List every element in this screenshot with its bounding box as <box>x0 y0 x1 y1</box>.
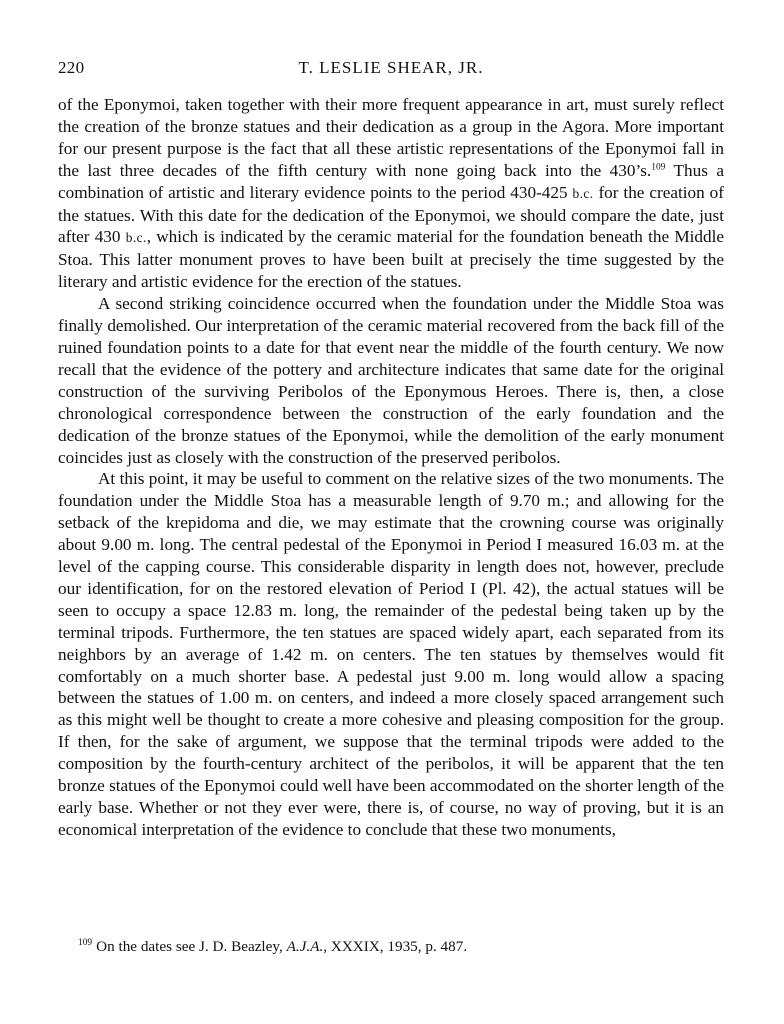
footnote <box>78 937 724 957</box>
era-abbreviation: b.c. <box>572 185 594 201</box>
paragraph-1-part-d: , which is indicated by the ceramic material for the foundation beneath the Middle Stoa. This latter monument proves to have been built at precisely the time suggested by the literary and artistic evidence for the erection of the statues. <box>58 227 724 292</box>
paragraph-2: A second striking coincidence occurred when the foundation under the Middle Stoa was finally demolished. Our interpretation of the ceramic material recovered from the back fill of the ruined foundation points to a date for that event near the middle of the fourth century. We now recall that the evidence of the pottery and architecture indicates that same date for the original construction of the surviving Peribolos of the Eponymous Heroes. There is, then, a close chronological correspondence between the construction of the early foundation and the dedication of the bronze statues of the Eponymoi, while the demolition of the early monument coincides just as closely with the construction of the preserved peribolos. <box>58 294 724 467</box>
running-head: T. LESLIE SHEAR, JR. <box>298 58 484 77</box>
paragraph-1-part-c: for the creation of the statues. With this date for the dedication of the Eponymoi, we should compare the date, just after 430 <box>58 182 724 247</box>
paragraph-1 <box>58 94 724 293</box>
page-header <box>58 58 724 80</box>
paragraph-3: At this point, it may be useful to comment on the relative sizes of the two monuments. The foundation under the Middle Stoa has a measurable length of 9.70 m.; and allowing for the setback of the krepidoma and die, we may estimate that the crowning course was originally about 9.00 m. long. The central pedestal of the Eponymoi in Period I measured 16.03 m. at the level of the capping course. This considerable disparity in length does not, however, preclude our identification, for on the restored elevation of Period I (Pl. 42), the actual statues will be seen to occupy a space 12.83 m. long, the remainder of the pedestal being taken up by the terminal tripods. Furthermore, the ten statues are spaced widely apart, each separated from its neighbors by an average of 1.42 m. on centers. The ten statues by themselves would fit comfortably on a much shorter base. A pedestal just 9.00 m. long would allow a spacing between the statues of 1.00 m. on centers, and indeed a more closely spaced arrangement such as this might well be thought to create a more cohesive and pleasing composition for the group. If then, for the sake of argument, we suppose that the terminal tripods were added to the composition by the fourth-century architect of the peribolos, it will be apparent that the ten bronze statues of the Eponymoi could well have been accommodated on the shorter length of the early base. Whether or not they ever were, there is, of course, no way of proving, but it is an economical interpretation of the evidence to conclude that these two monuments, <box>58 469 724 839</box>
footnote-suffix: , XXXIX, 1935, p. 487. <box>323 938 468 955</box>
footnote-reference[interactable]: 109 <box>651 161 666 172</box>
footnote-prefix: On the dates see J. D. Beazley, <box>96 938 287 955</box>
paragraph-1-part-a: of the Eponymoi, taken together with their more frequent appearance in art, must surely reflect the creation of the bronze statues and their dedication as a group in the Agora. More important for our present purpose is the fact that all these artistic representations of the Eponymoi fall in the last three decades of the fifth century with none going back into the 430’s. <box>58 95 724 180</box>
paragraph-1-part-b: Thus a combination of artistic and literary evidence points to the period 430-425 <box>58 160 725 202</box>
era-abbreviation: b.c. <box>125 230 147 246</box>
footnote-journal: A.J.A. <box>286 938 324 955</box>
footnote-number: 109 <box>78 937 93 948</box>
page-number: 220 <box>58 58 85 77</box>
body-text <box>58 94 724 841</box>
